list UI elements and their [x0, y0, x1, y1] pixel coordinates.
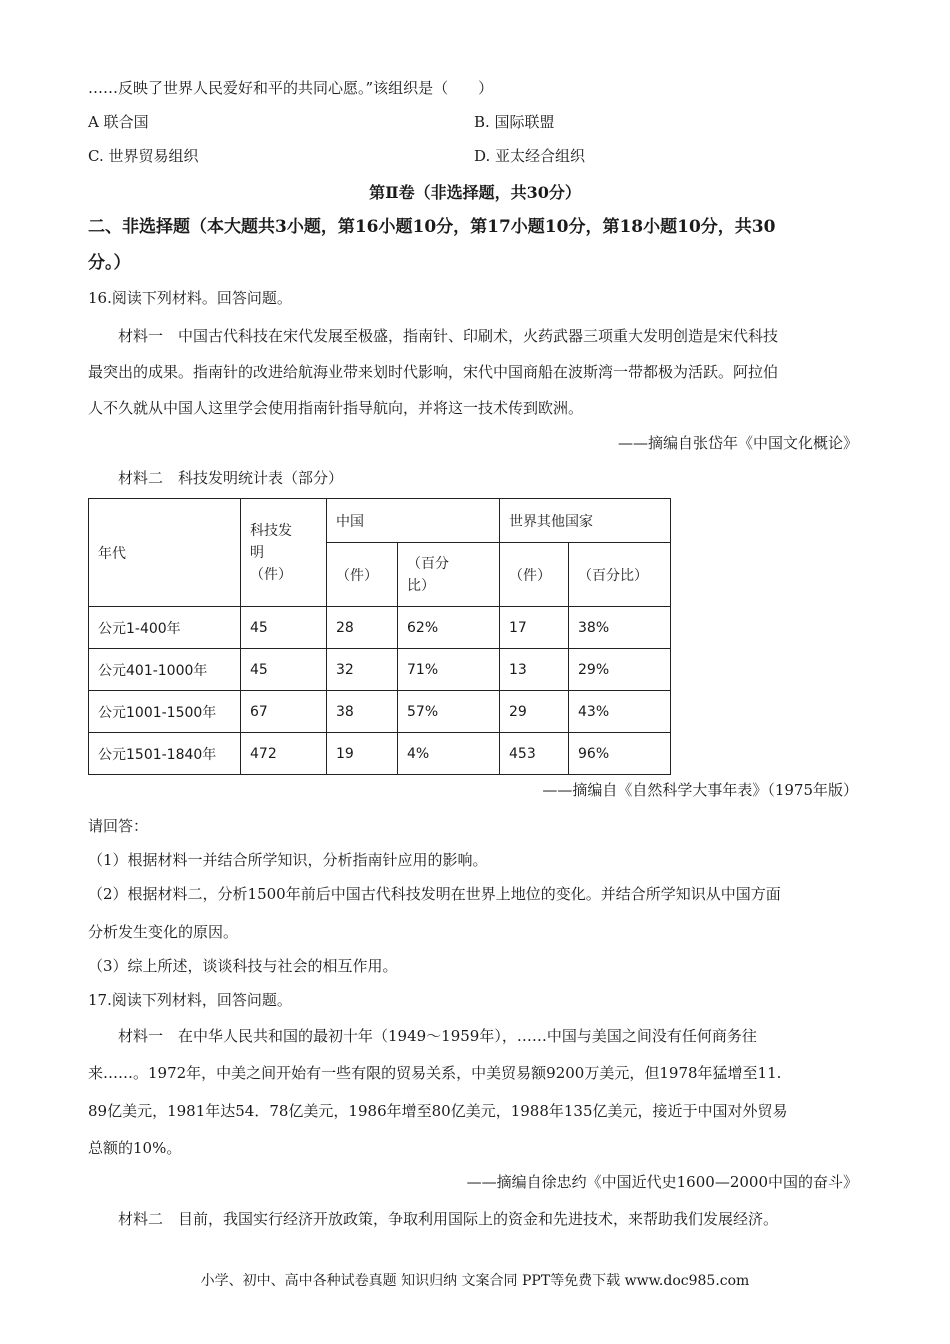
cell-ot: 29 [500, 691, 569, 733]
cell-cn-pct: 4% [398, 733, 500, 775]
cell-cn-pct: 57% [398, 691, 500, 733]
cell-ot-pct: 96% [569, 733, 671, 775]
q16-subquestion: 分析发生变化的原因。 [88, 923, 239, 941]
header-total-part: 科技发 [250, 522, 292, 539]
q17-material1-line: 总额的10%。 [88, 1139, 182, 1157]
cell-cn: 32 [327, 649, 398, 691]
cell-era: 公元1501-1840年 [89, 733, 241, 775]
q15-stem-tail: ……反映了世界人民爱好和平的共同心愿。”该组织是（ ） [88, 79, 494, 97]
cell-total: 45 [241, 649, 327, 691]
q17-material1-line: 材料一 在中华人民共和国的最初十年（1949～1959年），……中国与美国之间没有任何商务往 [118, 1027, 757, 1045]
q17-material1-line: 来……。1972年，中美之间开始有一些有限的贸易关系，中美贸易额9200万美元，但1978年猛增至11. [88, 1064, 782, 1082]
cell-cn-pct: 71% [398, 649, 500, 691]
q17-title: 17.阅读下列材料，回答问题。 [88, 991, 292, 1009]
cell-ot: 13 [500, 649, 569, 691]
page-footer: 小学、初中、高中各种试卷真题 知识归纳 文案合同 PPT等免费下载 www.doc985.com [200, 1273, 750, 1289]
section2-heading-cont: 分。） [88, 253, 131, 273]
part2-title: 第Ⅱ卷（非选择题，共30分） [369, 183, 581, 202]
table-row [89, 691, 671, 733]
cell-cn: 19 [327, 733, 398, 775]
header-total-part: 明 [250, 544, 264, 561]
table-row [89, 649, 671, 691]
header-era: 年代 [89, 499, 241, 607]
q16-material2-title: 材料二 科技发明统计表（部分） [118, 469, 344, 487]
cell-ot-pct: 29% [569, 649, 671, 691]
cell-cn: 38 [327, 691, 398, 733]
q16-material1-source: ——摘编自张岱年《中国文化概论》 [617, 434, 858, 452]
header-cn-pct-part: 比） [407, 577, 435, 594]
cell-ot-pct: 43% [569, 691, 671, 733]
header-world: 世界其他国家 [500, 499, 671, 543]
q15-option-a[interactable]: A 联合国 [88, 113, 149, 131]
q16-material1-line: 人不久就从中国人这里学会使用指南针指导航向，并将这一技术传到欧洲。 [88, 399, 584, 417]
section2-heading: 二、非选择题（本大题共3小题，第16小题10分，第17小题10分，第18小题10分，共30 [88, 217, 776, 237]
cell-era: 公元1-400年 [89, 607, 241, 649]
header-china: 中国 [327, 499, 500, 543]
table-row [89, 733, 671, 775]
q16-subquestion: （3）综上所述，谈谈科技与社会的相互作用。 [88, 957, 398, 975]
q16-title: 16.阅读下列材料。回答问题。 [88, 289, 292, 307]
header-total [241, 499, 327, 607]
q17-material1-source: ——摘编自徐忠约《中国近代史1600—2000中国的奋斗》 [466, 1173, 858, 1191]
cell-total: 472 [241, 733, 327, 775]
cell-cn-pct: 62% [398, 607, 500, 649]
q15-option-d[interactable]: D. 亚太经合组织 [474, 147, 586, 165]
cell-ot: 453 [500, 733, 569, 775]
invention-stat-table [88, 498, 671, 775]
header-world-count: （件） [500, 543, 569, 607]
q16-subquestion: （2）根据材料二，分析1500年前后中国古代科技发明在世界上地位的变化。并结合所学知识从中国方面 [88, 885, 781, 903]
table-row [89, 607, 671, 649]
cell-ot: 17 [500, 607, 569, 649]
q15-option-b[interactable]: B. 国际联盟 [474, 113, 555, 131]
cell-era: 公元1001-1500年 [89, 691, 241, 733]
header-world-pct: （百分比） [569, 543, 671, 607]
q16-material2-source: ——摘编自《自然科学大事年表》（1975年版） [542, 781, 858, 799]
q16-material1-line: 最突出的成果。指南针的改进给航海业带来划时代影响，宋代中国商船在波斯湾一带都极为活跃。阿拉伯 [88, 363, 779, 381]
q16-subquestion: （1）根据材料一并结合所学知识，分析指南针应用的影响。 [88, 851, 488, 869]
cell-cn: 28 [327, 607, 398, 649]
q15-option-c[interactable]: C. 世界贸易组织 [88, 147, 199, 165]
cell-total: 45 [241, 607, 327, 649]
please-answer: 请回答： [88, 817, 149, 835]
cell-total: 67 [241, 691, 327, 733]
header-cn-pct-part: （百分 [407, 555, 449, 572]
cell-era: 公元401-1000年 [89, 649, 241, 691]
q17-material1-line: 89亿美元，1981年达54．78亿美元，1986年增至80亿美元，1988年135亿美元，接近于中国对外贸易 [88, 1102, 788, 1120]
q17-material2-line: 材料二 目前，我国实行经济开放政策，争取利用国际上的资金和先进技术，来帮助我们发展经济。 [118, 1210, 779, 1228]
cell-ot-pct: 38% [569, 607, 671, 649]
header-cn-pct [398, 543, 500, 607]
header-cn-count: （件） [327, 543, 398, 607]
q16-material1-line: 材料一 中国古代科技在宋代发展至极盛，指南针、印刷术，火药武器三项重大发明创造是宋代科技 [118, 327, 779, 345]
header-total-part: （件） [250, 566, 292, 583]
